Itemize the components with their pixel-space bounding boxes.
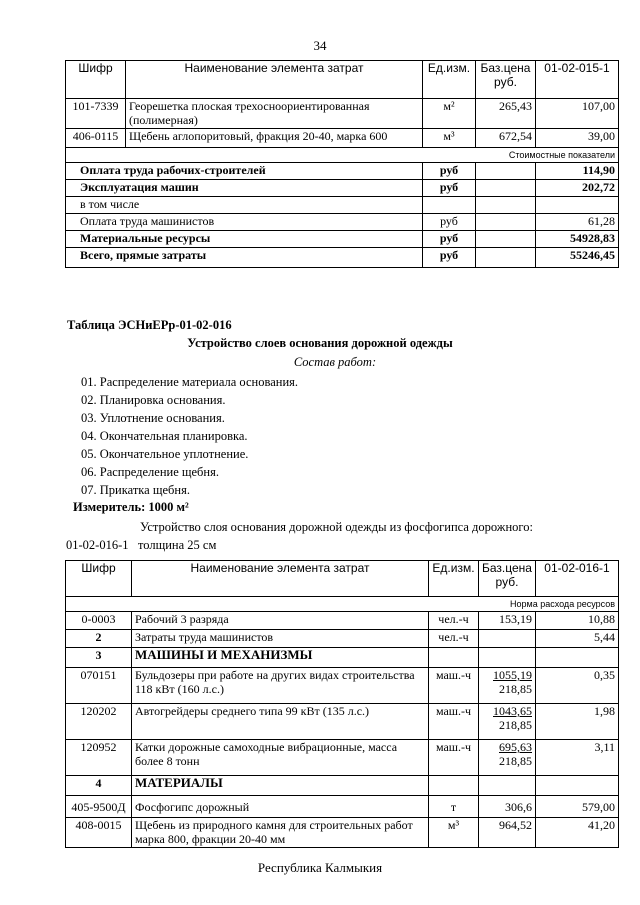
table-row: 2 Затраты труда машинистов чел.-ч 5,44 (66, 630, 619, 648)
table-subtitle: Устройство слоев основания дорожной одежды (187, 336, 453, 350)
table-row: 405-9500Д Фосфогипс дорожный т 306,6 579,00 (66, 796, 619, 818)
cost-row: Всего, прямые затраты руб 55246,45 (66, 248, 619, 268)
works-title: Состав работ: (293, 355, 377, 369)
list-item: 04. Окончательная планировка. (81, 429, 248, 443)
header-name: Наименование элемента затрат (132, 561, 429, 597)
header-rate-code: 01-02-015-1 (536, 61, 619, 99)
works-list (81, 373, 298, 499)
description-code: 01-02-016-1 (66, 538, 129, 552)
table-row: 0-0003 Рабочий 3 разряда чел.-ч 153,19 10,88 (66, 612, 619, 630)
page-number: 34 (313, 38, 327, 53)
description-line2: толщина 25 см (138, 538, 217, 552)
resource-table (65, 560, 619, 848)
list-item: 02. Планировка основания. (81, 393, 226, 407)
list-item: 03. Уплотнение основания. (81, 411, 225, 425)
footer: Республика Калмыкия (257, 860, 383, 875)
section-row: Стоимостные показатели (66, 148, 619, 163)
description-line1: Устройство слоя основания дорожной одежды из фосфогипса дорожного: (140, 520, 533, 534)
cost-table-1 (65, 60, 619, 268)
category-row: 3 МАШИНЫ И МЕХАНИЗМЫ (66, 648, 619, 668)
table-row: 101-7339 Георешетка плоская трехосноориентированная (полимерная) м² 265,43 107,00 (66, 99, 619, 129)
list-item: 06. Распределение щебня. (81, 465, 219, 479)
header-name: Наименование элемента затрат (126, 61, 423, 99)
cost-row: Материальные ресурсы руб 54928,83 (66, 231, 619, 248)
header-base-price: Баз.цена руб. (479, 561, 536, 597)
header-base-price: Баз.цена руб. (476, 61, 536, 99)
table-title: Таблица ЭСНиЕРр-01-02-016 (67, 318, 232, 332)
cost-row: Оплата труда машинистов руб 61,28 (66, 214, 619, 231)
table-row: 070151 Бульдозеры при работе на других видах строительства 118 кВт (160 л.с.) маш.-ч 1055,19 218,85 0,35 (66, 668, 619, 704)
list-item: 01. Распределение материала основания. (81, 375, 299, 389)
list-item: 07. Прикатка щебня. (81, 483, 190, 497)
header-unit: Ед.изм. (429, 561, 479, 597)
table-row: 120202 Автогрейдеры среднего типа 99 кВт (135 л.с.) маш.-ч 1043,65 218,85 1,98 (66, 704, 619, 740)
table-row: 120952 Катки дорожные самоходные вибрационные, масса более 8 тонн маш.-ч 695,63 218,85 3,11 (66, 740, 619, 776)
table-row: 408-0015 Щебень из природного камня для строительных работ марка 800, фракции 20-40 мм м³ 964,52 41,20 (66, 818, 619, 848)
cost-row: Эксплуатация машин руб 202,72 (66, 180, 619, 197)
header-unit: Ед.изм. (423, 61, 476, 99)
header-rate-code: 01-02-016-1 (536, 561, 619, 597)
header-code: Шифр (66, 561, 132, 597)
header-code: Шифр (66, 61, 126, 99)
cost-row: в том числе (66, 197, 619, 214)
list-item: 05. Окончательное уплотнение. (81, 447, 249, 461)
cost-row: Оплата труда рабочих-строителей руб 114,90 (66, 163, 619, 180)
table-row: 406-0115 Щебень аглопоритовый, фракция 20-40, марка 600 м³ 672,54 39,00 (66, 129, 619, 148)
category-row: 4 МАТЕРИАЛЫ (66, 776, 619, 796)
meter-label: Измеритель: 1000 м² (73, 500, 189, 514)
section-row: Норма расхода ресурсов (66, 597, 619, 612)
